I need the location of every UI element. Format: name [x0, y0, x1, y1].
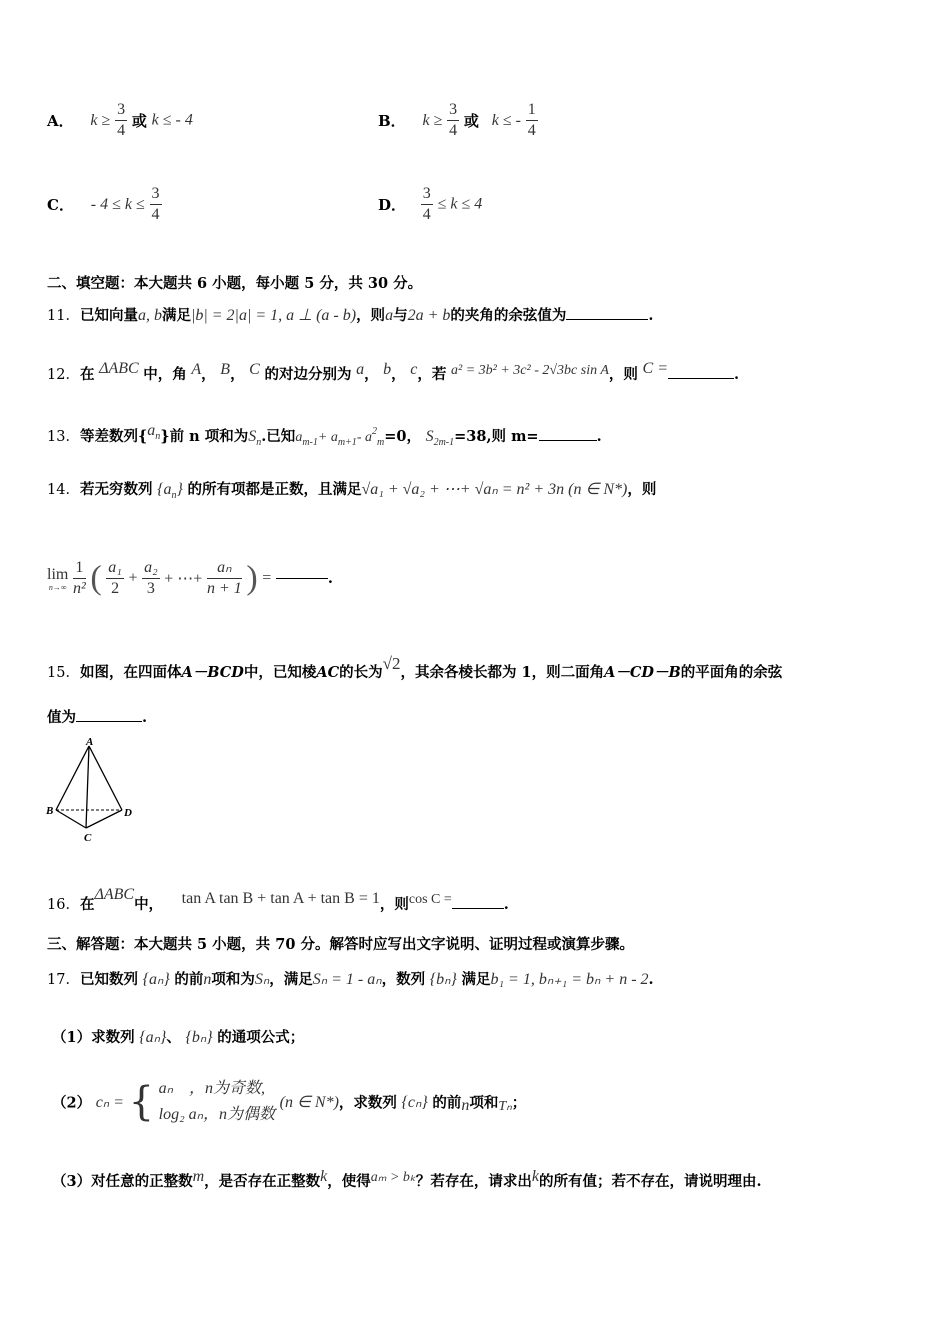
- q16-math1: ΔABC: [94, 886, 135, 903]
- q12-math6: b: [383, 361, 392, 378]
- q17-p2-text1: ，求数列: [338, 1094, 397, 1112]
- q13-text2: }前 n 项和为: [160, 428, 249, 445]
- q17-math3: Sₙ: [254, 971, 270, 988]
- option-d-expr: ≤ k ≤ 4: [437, 195, 483, 213]
- q12-text1: 在: [79, 366, 95, 383]
- q13-math3: [295, 426, 385, 448]
- q12-math4: C: [249, 361, 260, 378]
- q17-p2-label: （2）: [52, 1094, 92, 1112]
- q17-text2: 的前: [174, 971, 204, 988]
- q15-text4: ，其余各棱长都为 1，则二面角: [400, 664, 605, 681]
- q17-part2: [52, 1076, 526, 1128]
- q13-math2: [248, 428, 262, 448]
- q13-end: .: [596, 428, 602, 445]
- q17-text5: ，数列: [381, 971, 426, 988]
- option-c-expr: - 4 ≤ k ≤: [90, 195, 145, 213]
- question-13: [47, 422, 602, 448]
- q17-math2: n: [203, 971, 212, 988]
- option-c-den: 4: [151, 206, 160, 223]
- q14-lim-block: [47, 566, 68, 592]
- q11-end: .: [648, 307, 654, 324]
- q14-dots: + ⋯+: [164, 570, 203, 588]
- q17-p3-math2: k: [320, 1168, 328, 1185]
- option-d-den: 4: [422, 206, 431, 223]
- q12-sep1: ，: [201, 366, 216, 383]
- q12-text3: 的对边分别为: [264, 366, 352, 383]
- q11-text5: 的夹角的余弦值为: [450, 307, 567, 324]
- edge-ad: [89, 746, 122, 810]
- q14-a-sub: n: [171, 490, 177, 501]
- q11-math4: 2a + b: [407, 307, 451, 324]
- q17-text4: ，满足: [269, 971, 313, 988]
- q13-am1-sub: m-1: [302, 437, 318, 448]
- q13-math4: [425, 428, 455, 448]
- q13-s: S: [248, 428, 257, 445]
- q13-answer-blank[interactable]: [539, 440, 597, 441]
- q17-p1-sep: 、: [166, 1029, 181, 1046]
- q14-frac1: [106, 558, 124, 599]
- q14-answer-blank[interactable]: [276, 578, 328, 579]
- q17-math5: {bₙ}: [429, 971, 457, 988]
- q14-f2-num: a₂: [142, 558, 160, 579]
- q12-sep3: ，: [364, 366, 379, 383]
- option-b-expr2: k ≤ -: [491, 111, 521, 129]
- q17-p3-label: （3）对任意的正整数: [52, 1173, 193, 1190]
- q11-math2: |b| = 2|a| = 1, a ⊥ (a - b): [190, 307, 357, 324]
- q14-lim: lim: [47, 565, 69, 583]
- option-b-fraction1: [447, 100, 459, 141]
- option-b-num2: 1: [526, 100, 538, 121]
- q13-a-sub: n: [155, 431, 161, 442]
- option-c: [47, 184, 162, 225]
- q14-plus: +: [128, 569, 138, 587]
- q12-math5: a: [356, 361, 365, 378]
- edge-ac: [86, 746, 89, 828]
- q11-text2: 满足: [161, 307, 191, 324]
- q14-lim-sub: n→∞: [48, 582, 67, 592]
- q12-number: 12．: [47, 367, 80, 383]
- q17-p1-label: （1）求数列: [52, 1029, 135, 1046]
- q13-a: a: [147, 422, 156, 439]
- q17-p2-math1: cₙ =: [95, 1094, 124, 1111]
- option-a-fraction: [115, 100, 127, 141]
- q14-f2-den: 3: [146, 580, 155, 597]
- q11-math3: a: [385, 307, 394, 324]
- q11-text4: 与: [393, 307, 408, 324]
- q13-s2-sub: 2m-1: [433, 437, 455, 448]
- q13-am1: a: [295, 430, 303, 445]
- q13-text1: 等差数列{: [79, 428, 148, 445]
- option-a-label: A．: [47, 112, 74, 130]
- edge-ab: [56, 746, 89, 810]
- option-d-label: D．: [378, 196, 407, 214]
- q17-p2-text2: 的前: [432, 1094, 462, 1112]
- q17-p2-text3: 项和: [469, 1094, 499, 1112]
- q17-p1-math2: {bₙ}: [185, 1029, 213, 1046]
- q14-lim-den: n²: [72, 580, 86, 597]
- q13-s-sub: n: [256, 437, 262, 448]
- q13-am3: - a: [356, 430, 372, 445]
- q17-number: 17．: [47, 972, 80, 988]
- option-d-fraction: [421, 184, 433, 225]
- q16-end: .: [503, 896, 509, 913]
- q17-end: .: [648, 971, 654, 988]
- vertex-d-label: D: [124, 807, 132, 819]
- q17-p1-text: 的通项公式；: [217, 1029, 305, 1046]
- q17-p2-brace: {: [128, 1079, 155, 1125]
- q14-text1: 若无穷数列: [79, 481, 153, 498]
- q14-eq: =: [262, 569, 272, 587]
- q16-number: 16．: [47, 897, 80, 913]
- q14-a: {a: [157, 481, 172, 498]
- q13-s2: S: [425, 428, 434, 445]
- q17-text1: 已知数列: [79, 971, 138, 988]
- q11-number: 11．: [47, 308, 80, 324]
- q12-text5: ，则: [608, 366, 638, 383]
- q17-p2-math2: (n ∈ N*): [279, 1094, 339, 1111]
- option-b-num1: 3: [447, 100, 459, 121]
- q13-text3: .已知: [261, 428, 296, 445]
- option-a-expr2: k ≤ - 4: [151, 111, 193, 129]
- q15-math3: √2: [382, 654, 401, 673]
- q14-math2: √a₁ + √a₂ + ⋯+ √aₙ = n² + 3n (n ∈ N*): [361, 481, 628, 498]
- option-c-fraction: [150, 184, 162, 225]
- q12-math3: B: [220, 361, 231, 378]
- option-d-num: 3: [421, 184, 433, 205]
- option-b-den2: 4: [527, 122, 536, 139]
- q13-am2: + a: [317, 430, 338, 445]
- q14-f1-num: a₁: [106, 558, 124, 579]
- q12-math8: a² = 3b² + 3c² - 2√3bc sin A: [451, 363, 609, 378]
- q16-text1: 在: [79, 896, 95, 913]
- q15-text6: 值为: [47, 709, 76, 726]
- q17-p2-case1: aₙ ，n为奇数,: [158, 1080, 266, 1097]
- q14-a-close: }: [176, 481, 183, 498]
- q13-text4: =0，: [384, 428, 421, 445]
- q16-text2: 中，: [134, 896, 164, 913]
- q15-math1: A－BCD: [181, 664, 244, 681]
- q15-answer-blank[interactable]: [76, 721, 142, 722]
- q15-number: 15．: [47, 665, 80, 681]
- q17-text6: 满足: [461, 971, 491, 988]
- q14-end: .: [327, 570, 333, 587]
- q12-answer-blank[interactable]: [668, 378, 734, 379]
- q14-lim-fraction: [73, 558, 86, 599]
- q14-number: 14．: [47, 482, 80, 498]
- q14-text3: ，则: [627, 481, 657, 498]
- section-2-title: 二、填空题：本大题共 6 小题，每小题 5 分，共 30 分。: [47, 275, 423, 292]
- option-a-expr1: k ≥: [90, 111, 111, 129]
- edge-cd: [86, 810, 122, 828]
- q12-math1: ΔABC: [99, 360, 139, 377]
- q17-p3-text4: 的所有值；若不存在，请说明理由.: [539, 1173, 762, 1190]
- q17-math6: b₁ = 1, bₙ₊₁ = bₙ + n - 2: [490, 971, 649, 988]
- q12-sep4: ，: [391, 366, 406, 383]
- question-16: [47, 886, 509, 914]
- q14-limit: [47, 558, 333, 599]
- q14-math1: [157, 481, 183, 501]
- q17-p1-math1: {aₙ}: [139, 1029, 167, 1046]
- question-15-line2: [47, 706, 147, 727]
- q15-math4: A－CD－B: [604, 664, 681, 681]
- q16-math3: cos C =: [408, 892, 452, 907]
- q14-f1-den: 2: [111, 580, 120, 597]
- option-d: [378, 184, 482, 225]
- q16-answer-blank[interactable]: [452, 908, 504, 909]
- q11-answer-blank[interactable]: [566, 319, 648, 320]
- q14-f3-num: aₙ: [207, 558, 242, 579]
- vertex-a-label: A: [86, 736, 94, 748]
- q17-p2-math4: n: [461, 1097, 470, 1114]
- q17-p3-math3: aₘ > bₖ: [370, 1170, 416, 1185]
- option-a: [47, 100, 193, 141]
- q17-p2-math5: Tₙ: [498, 1099, 512, 1114]
- option-b-label: B．: [378, 112, 406, 130]
- q15-tetrahedron-figure: [44, 736, 136, 844]
- option-a-or: 或: [131, 112, 147, 130]
- q14-frac3: [207, 558, 242, 599]
- q11-text3: ，则: [356, 307, 386, 324]
- q15-math2: AC: [316, 664, 340, 681]
- q17-p3-math1: m: [192, 1168, 205, 1185]
- q17-p3-text3: ？若存在，请求出: [415, 1173, 532, 1190]
- edge-bc: [56, 810, 86, 828]
- q15-text1: 如图，在四面体: [79, 664, 182, 681]
- option-c-num: 3: [150, 184, 162, 205]
- q14-frac2: [142, 558, 160, 599]
- q11-math1: a, b: [137, 307, 162, 324]
- question-15: [47, 654, 782, 682]
- q12-math9: C =: [642, 360, 668, 377]
- q13-text5: =38,则 m=: [454, 428, 539, 445]
- vertex-b-label: B: [46, 805, 54, 817]
- q17-p3-text1: ，是否存在正整数: [204, 1173, 321, 1190]
- q12-math2: A: [191, 361, 202, 378]
- q13-math1: [147, 422, 161, 442]
- q12-text4: ，若: [417, 366, 447, 383]
- q15-text3: 的长为: [339, 664, 383, 681]
- question-12: [47, 360, 739, 384]
- option-b-fraction2: [526, 100, 538, 141]
- q17-part3: [52, 1168, 762, 1191]
- q17-text3: 项和为: [211, 971, 255, 988]
- q15-text2: 中，已知棱: [243, 664, 317, 681]
- q13-am2-sub: m+1: [337, 437, 357, 448]
- q14-lim-num: 1: [73, 558, 86, 579]
- q14-f3-den: n + 1: [206, 580, 242, 597]
- option-b-expr1: k ≥: [422, 111, 443, 129]
- q17-math1: {aₙ}: [142, 971, 170, 988]
- q12-sep2: ，: [230, 366, 245, 383]
- q12-text2: 中，角: [143, 366, 187, 383]
- q13-number: 13．: [47, 429, 80, 445]
- q17-p3-math4: k: [531, 1168, 540, 1185]
- q17-math4: Sₙ = 1 - aₙ: [312, 971, 382, 988]
- q14-text2: 的所有项都是正数，且满足: [187, 481, 362, 498]
- q16-text3: ，则: [379, 896, 409, 913]
- q15-text5: 的平面角的余弦: [680, 664, 783, 681]
- vertex-c-label: C: [84, 832, 92, 844]
- q12-end: .: [733, 366, 740, 383]
- question-14: [47, 478, 656, 501]
- q14-right-paren: ): [246, 559, 258, 597]
- q17-p2-math3: {cₙ}: [401, 1094, 428, 1111]
- option-c-label: C．: [47, 196, 74, 214]
- option-b-den1: 4: [449, 122, 458, 139]
- q13-am3-sub: m: [376, 437, 385, 448]
- option-b: [378, 100, 538, 141]
- q12-math7: c: [410, 361, 418, 378]
- q13-am3-sup: 2: [371, 426, 377, 437]
- q15-end: .: [142, 709, 148, 726]
- q16-math2: tan A tan B + tan A + tan B = 1: [181, 890, 380, 907]
- q14-left-paren: (: [90, 559, 102, 597]
- q17-p2-cases: [159, 1076, 275, 1128]
- option-a-num: 3: [115, 100, 127, 121]
- section-3-title: 三、解答题：本大题共 5 小题，共 70 分。解答时应写出文字说明、证明过程或演算步骤。: [47, 936, 634, 953]
- question-17: [47, 968, 654, 989]
- q17-part1: [52, 1026, 304, 1047]
- option-a-den: 4: [117, 122, 126, 139]
- option-b-or: 或: [463, 112, 479, 130]
- q17-p3-text2: ，使得: [327, 1173, 371, 1190]
- q17-p2-end: ；: [511, 1094, 527, 1112]
- q11-text1: 已知向量: [79, 307, 138, 324]
- question-11: [47, 304, 653, 325]
- q17-p2-case2: log₂ aₙ，n为偶数: [158, 1106, 276, 1123]
